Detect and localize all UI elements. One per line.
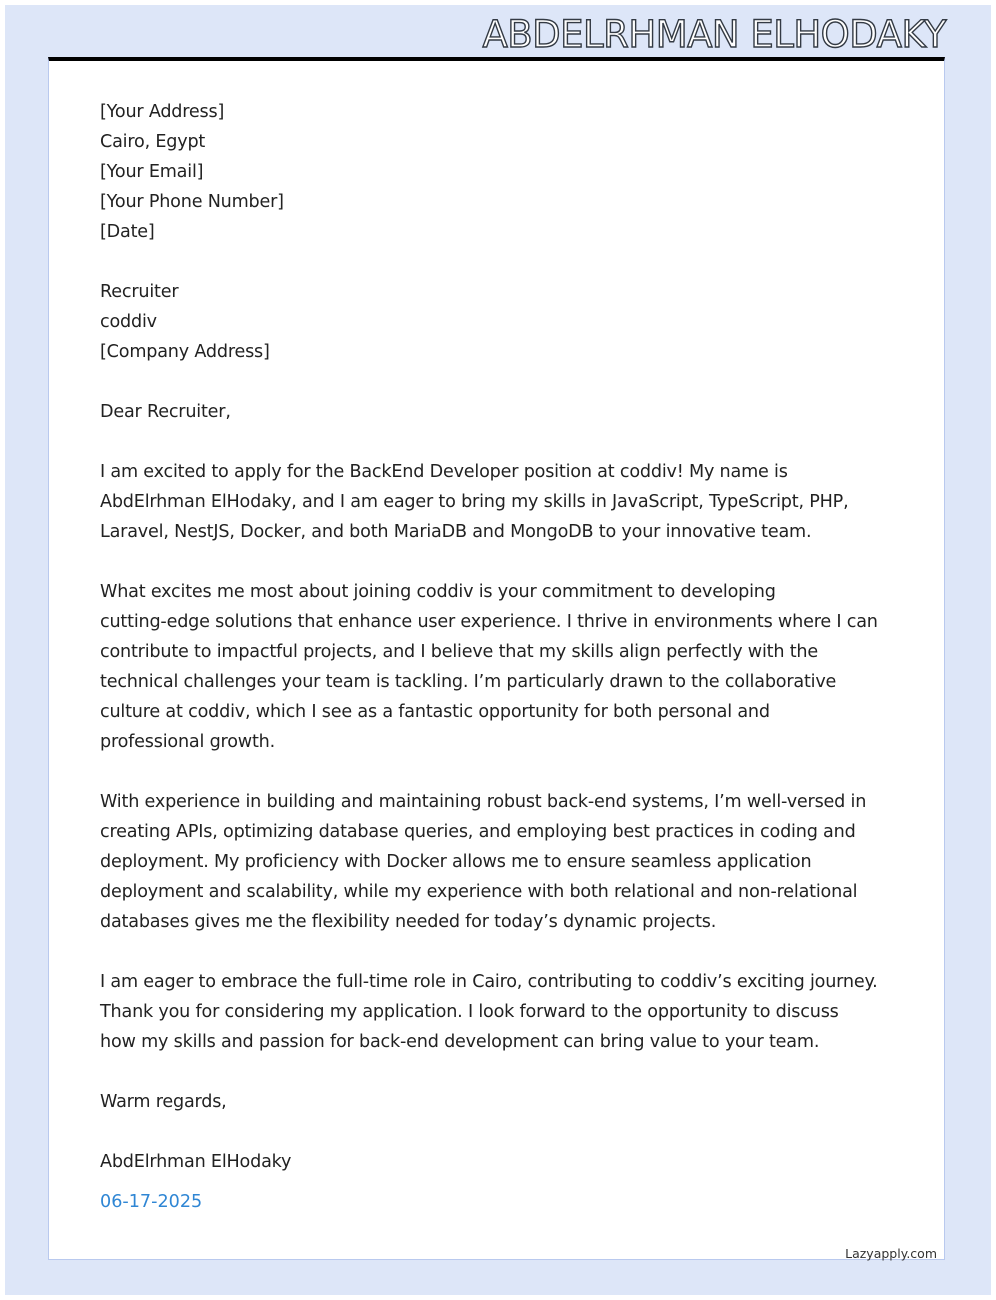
recipient-address: [Company Address] — [100, 342, 270, 362]
recipient-company: coddiv — [100, 312, 157, 332]
paragraph-line: Thank you for considering my application. I look forward to the opportunity to discuss — [100, 1002, 839, 1022]
paragraph-line: databases gives me the flexibility needed for today’s dynamic projects. — [100, 912, 717, 932]
paragraph-line: technical challenges your team is tackling. I’m particularly drawn to the collaborative — [100, 672, 837, 692]
paragraph-line: deployment and scalability, while my experience with both relational and non-relational — [100, 882, 858, 902]
paragraph-line: I am excited to apply for the BackEnd Developer position at coddiv! My name is — [100, 462, 788, 482]
paragraph-line: With experience in building and maintaining robust back-end systems, I’m well-versed in — [100, 792, 867, 812]
paragraph-line: creating APIs, optimizing database queries, and employing best practices in coding and — [100, 822, 856, 842]
sender-block — [100, 97, 920, 247]
closing: Warm regards, — [100, 1092, 227, 1112]
signature: AbdElrhman ElHodaky — [100, 1152, 292, 1172]
recipient-block — [100, 277, 920, 367]
paragraph-3 — [100, 787, 920, 937]
sender-phone: [Your Phone Number] — [100, 192, 284, 212]
paragraph-1 — [100, 457, 920, 547]
cover-letter-body — [100, 97, 920, 1177]
sender-address: [Your Address] — [100, 102, 225, 122]
paragraph-line: I am eager to embrace the full-time role in Cairo, contributing to coddiv’s exciting journey. — [100, 972, 878, 992]
paragraph-line: What excites me most about joining coddiv is your commitment to developing — [100, 582, 776, 602]
paragraph-2 — [100, 577, 920, 757]
paragraph-4 — [100, 967, 920, 1057]
recipient-title: Recruiter — [100, 282, 179, 302]
paragraph-line: deployment. My proficiency with Docker allows me to ensure seamless application — [100, 852, 812, 872]
applicant-name-heading: ABDELRHMAN ELHODAKY — [482, 13, 946, 56]
paragraph-line: contribute to impactful projects, and I believe that my skills align perfectly with the — [100, 642, 818, 662]
sender-date: [Date] — [100, 222, 155, 242]
paragraph-line: AbdElrhman ElHodaky, and I am eager to bring my skills in JavaScript, TypeScript, PHP, — [100, 492, 849, 512]
paragraph-line: Laravel, NestJS, Docker, and both MariaDB and MongoDB to your innovative team. — [100, 522, 812, 542]
paragraph-line: professional growth. — [100, 732, 276, 752]
watermark: Lazyapply.com — [845, 1246, 937, 1261]
sender-email: [Your Email] — [100, 162, 204, 182]
paragraph-line: cutting-edge solutions that enhance user experience. I thrive in environments where I can — [100, 612, 878, 632]
paragraph-line: how my skills and passion for back-end development can bring value to your team. — [100, 1032, 820, 1052]
footer-date: 06-17-2025 — [100, 1192, 203, 1212]
sender-city: Cairo, Egypt — [100, 132, 206, 152]
paragraph-line: culture at coddiv, which I see as a fantastic opportunity for both personal and — [100, 702, 770, 722]
salutation: Dear Recruiter, — [100, 402, 231, 422]
